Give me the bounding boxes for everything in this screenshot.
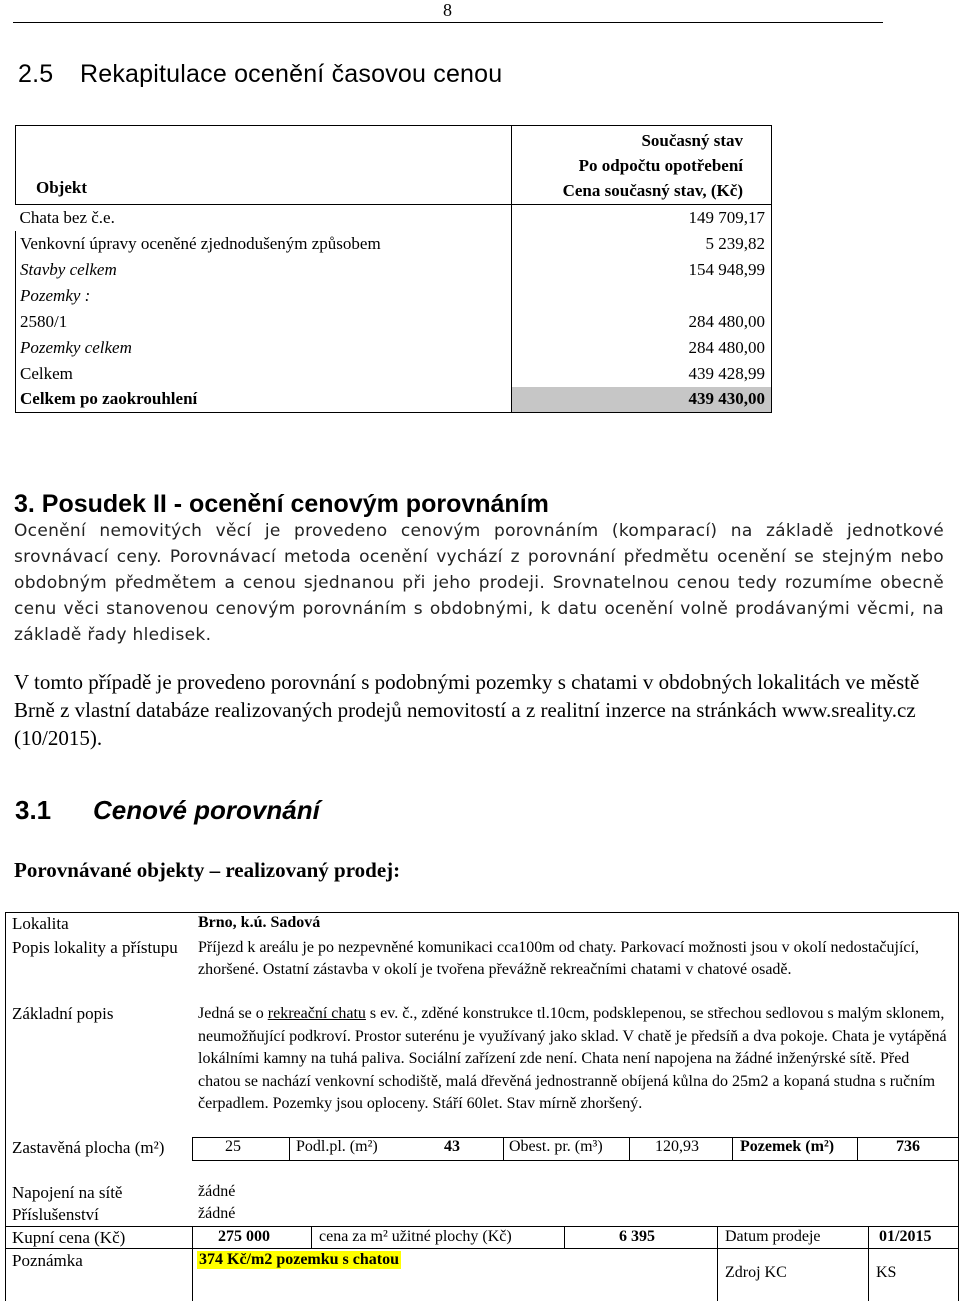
zastavena-value: 25 [225,1138,241,1155]
recap-row [16,309,772,335]
zdroj-value: KS [876,1264,897,1281]
recap-row-label: Venkovní úpravy oceněné zjednodušeným způsobem [16,231,512,257]
recap-header-line-2: Po odpočtu opotřebení [578,156,743,175]
section-3-1-title: Cenové porovnání [93,795,320,825]
recap-row-value: 154 948,99 [512,257,772,283]
table-col-divider [564,1226,565,1249]
recap-row [16,361,772,387]
poznamka-value: 374 Kč/m2 pozemku s chatou [199,1251,399,1268]
section-3-paragraph-1: Ocenění nemovitých věcí je provedeno cenovým porovnáním (komparací) na základě jednotkové srovnávací ceny. Porovnávací metoda ocenění vychází z porovnání předmětu ocenění se stejným nebo obdobným předmětem a cenou sjednanou při jeho prodeji. Srovnatelnou cenou tedy rozumíme obecně cenu věci stanovenou cenovým porovnáním s obdobnými, k datu ocenění volně prodávanými věcmi, na základě řady hledisek. [14,521,944,645]
recap-row-value: 149 709,17 [512,205,772,231]
recap-row-label: Celkem [16,361,512,387]
recap-header-value [512,126,772,205]
kupni-label: Kupní cena (Kč) [12,1228,126,1247]
recap-row-label: 2580/1 [16,309,512,335]
recap-header-line-3: Cena současný stav, (Kč) [562,181,743,200]
recap-row-label: Stavby celkem [16,257,512,283]
prislusenstvi-label: Příslušenství [12,1205,99,1224]
napojeni-label: Napojení na sítě [12,1183,123,1202]
popis-label: Popis lokality a přístupu [12,938,178,957]
table-col-divider [311,1226,312,1249]
zakladni-prefix: Jedná se o [198,1005,268,1022]
recap-row-value [512,283,772,309]
table-border-top [5,912,959,913]
recap-row-value: 439 428,99 [512,361,772,387]
recap-row-value: 5 239,82 [512,231,772,257]
table-border-right [958,912,959,1301]
section-3-1-heading [15,795,320,826]
pozemek-value: 736 [896,1138,920,1155]
table-col-divider [192,1137,193,1161]
podl-value: 43 [444,1138,460,1155]
datum-value: 01/2015 [879,1228,932,1245]
zakladni-value [198,1003,953,1116]
recap-table [15,125,772,413]
recap-row [16,231,772,257]
table-row-divider [5,1226,959,1227]
cena-m2-value: 6 395 [619,1228,655,1245]
table-row-divider [5,1248,959,1249]
popis-value: Příjezd k areálu je po nezpevněné komunikaci cca100m od chaty. Parkovací možnosti jsou v okolí nedostačující, zhoršené. Ostatní zástavba v okolí je tvořena převážně rekreačními chatami v chatové osadě. [198,939,919,978]
section-2-5-number: 2.5 [18,60,54,88]
table-col-divider [857,1137,858,1161]
table-col-divider [732,1137,733,1161]
cena-m2-label: cena za m² užitné plochy (Kč) [319,1228,512,1245]
section-3-1-number: 3.1 [15,795,52,825]
table-row-divider [192,1160,959,1161]
table-col-divider [868,1226,869,1301]
obest-value: 120,93 [655,1138,699,1155]
recap-row-value: 284 480,00 [512,335,772,361]
table-col-divider [503,1137,504,1161]
table-col-divider [629,1137,630,1161]
section-3-paragraph-2: V tomto případě je provedeno porovnání s podobnými pozemky s chatami v obdobných lokalitách ve městě Brně z vlastní databáze realizovaných prodejů nemovitostí a z realitní inzerce na stránkách www.sreality.cz (10/2015). [14,670,920,750]
kupni-value: 275 000 [218,1228,270,1245]
poznamka-label: Poznámka [12,1251,83,1270]
table-col-divider [192,1226,193,1301]
obest-label: Obest. pr. (m³) [509,1138,603,1155]
table-border-left [5,912,6,1301]
recap-row-label: Celkem po zaokrouhlení [16,387,512,413]
recap-row-label: Chata bez č.e. [16,205,512,231]
recap-header-object: Objekt [16,126,512,205]
zakladni-label: Základní popis [12,1004,114,1023]
datum-label: Datum prodeje [725,1228,821,1245]
recap-row-value: 284 480,00 [512,309,772,335]
podl-label: Podl.pl. (m²) [296,1138,378,1155]
recap-row-label: Pozemky celkem [16,335,512,361]
prislusenstvi-value: žádné [198,1205,236,1222]
recap-row-total [16,387,772,413]
recap-row [16,283,772,309]
section-2-5-title: Rekapitulace ocenění časovou cenou [80,60,503,88]
pozemek-label: Pozemek (m²) [740,1138,835,1155]
lokalita-label: Lokalita [12,914,69,933]
napojeni-value: žádné [198,1183,236,1200]
recap-row [16,257,772,283]
section-3-heading: 3. Posudek II - ocenění cenovým porovnáním [14,490,549,518]
recap-row [16,205,772,231]
lokalita-value: Brno, k.ú. Sadová [198,914,321,931]
zakladni-rest: s ev. č., zděné konstrukce tl.10cm, podsklepenou, se střechou sedlovou s malým sklonem, neumožňující podkroví. Prostor suterénu je využívaný jako sklad. V chatě je předsíň a dva pokoje. Chata je vytápěná lokálními kamny na tuhá paliva. Sociální zařízení zde není. Chata není napojena na žádné inženýrské sítě. Před chatou se nachází venkovní schodiště, malá dřevěná jednostranně obíjená kůlna do 25m2 a kopaná studna s ručním čerpadlem. Pozemky jsou oploceny. Stáří 60let. Stav mírně zhoršený. [198,1005,947,1112]
recap-row-label: Pozemky : [16,283,512,309]
recap-row-value: 439 430,00 [512,387,772,413]
recap-row [16,335,772,361]
zastavena-label: Zastavěná plocha (m²) [12,1138,165,1157]
zakladni-link: rekreační chatu [267,1005,366,1022]
zdroj-label: Zdroj KC [725,1264,787,1281]
header-rule [13,22,883,23]
compared-objects-heading: Porovnávané objekty – realizovaný prodej: [14,858,401,882]
table-col-divider [717,1226,718,1301]
section-2-5-heading [18,60,502,89]
recap-header-row [16,126,772,205]
table-col-divider [289,1137,290,1161]
recap-header-line-1: Současný stav [641,131,743,150]
page-number: 8 [443,0,452,20]
